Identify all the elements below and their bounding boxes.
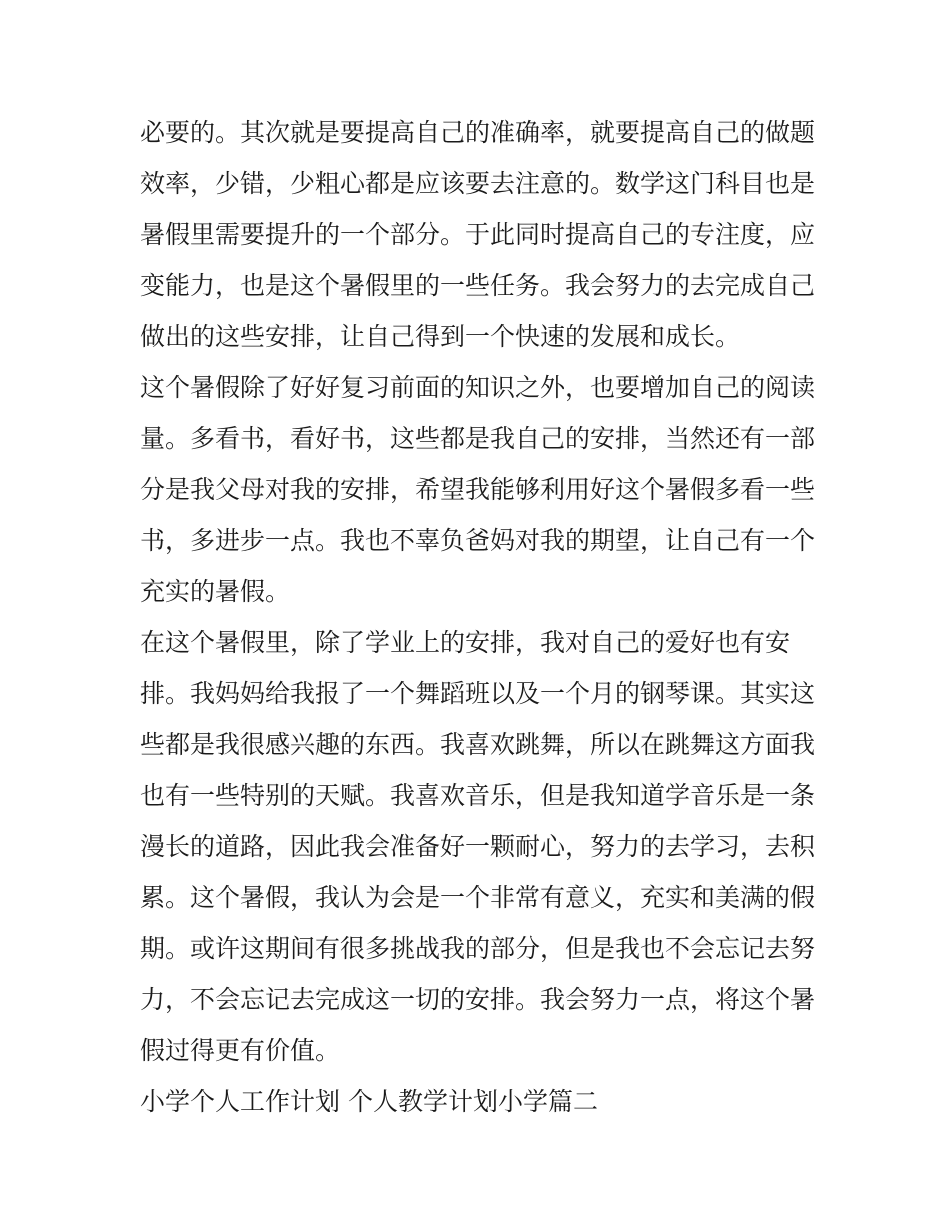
text-line: 充实的暑假。 [140, 577, 291, 606]
text-line: 量。多看书，看好书，这些都是我自己的安排，当然还有一部 [140, 424, 816, 453]
section-heading: 小学个人工作计划 个人教学计划小学篇二 [140, 1087, 598, 1116]
text-line: 这个暑假除了好好复习前面的知识之外，也要增加自己的阅读 [140, 373, 816, 402]
text-line: 变能力，也是这个暑假里的一些任务。我会努力的去完成自己 [140, 271, 816, 300]
text-line: 暑假里需要提升的一个部分。于此同时提高自己的专注度，应 [140, 220, 816, 249]
text-line: 做出的这些安排，让自己得到一个快速的发展和成长。 [140, 322, 741, 351]
text-line: 效率，少错，少粗心都是应该要去注意的。数学这门科目也是 [140, 169, 816, 198]
text-line: 假过得更有价值。 [140, 1036, 341, 1065]
text-line: 期。或许这期间有很多挑战我的部分，但是我也不会忘记去努 [140, 934, 816, 963]
text-line: 力，不会忘记去完成这一切的安排。我会努力一点，将这个暑 [140, 985, 816, 1014]
text-line: 必要的。其次就是要提高自己的准确率，就要提高自己的做题 [140, 118, 816, 147]
text-line: 也有一些特别的天赋。我喜欢音乐，但是我知道学音乐是一条 [140, 781, 816, 810]
document-body [140, 107, 820, 1127]
text-line: 些都是我很感兴趣的东西。我喜欢跳舞，所以在跳舞这方面我 [140, 730, 816, 759]
text-line: 累。这个暑假，我认为会是一个非常有意义，充实和美满的假 [140, 883, 816, 912]
text-line: 书，多进步一点。我也不辜负爸妈对我的期望，让自己有一个 [140, 526, 816, 555]
text-line: 排。我妈妈给我报了一个舞蹈班以及一个月的钢琴课。其实这 [140, 679, 816, 708]
text-line: 漫长的道路，因此我会准备好一颗耐心，努力的去学习，去积 [140, 832, 816, 861]
text-line: 在这个暑假里，除了学业上的安排，我对自己的爱好也有安 [140, 628, 791, 657]
text-line: 分是我父母对我的安排，希望我能够利用好这个暑假多看一些 [140, 475, 816, 504]
